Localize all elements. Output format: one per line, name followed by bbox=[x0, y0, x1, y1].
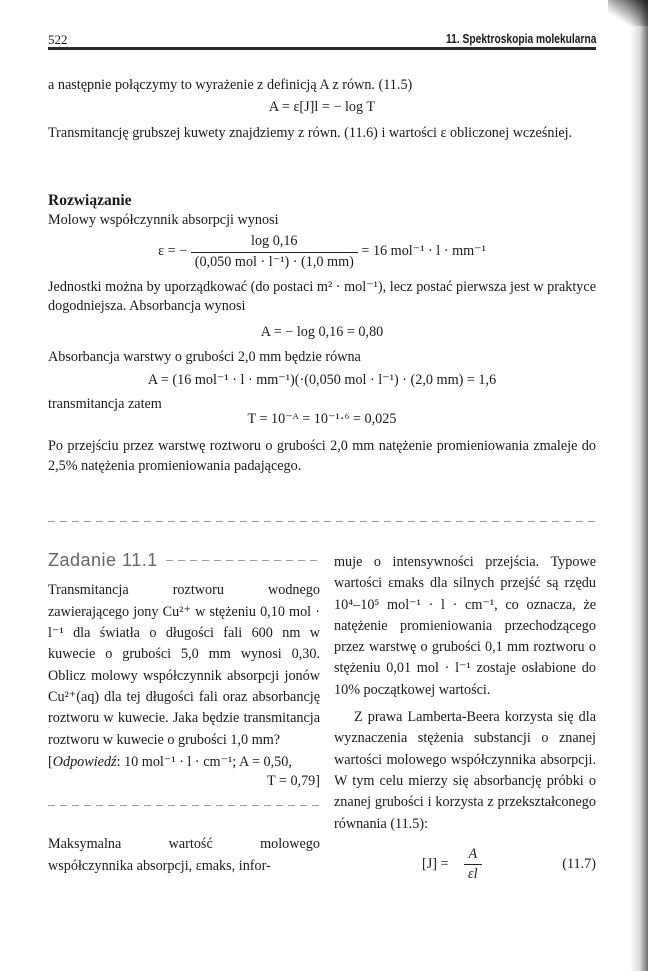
right-paragraph-2: Z prawa Lamberta-Beera korzysta się dla wyznaczenia stężenia substancji o znanej wartości molowego współczynnika absorpcji. W tym celu mierzy się absorbancję próbki o znanej grubości i korzysta z przekształconego równania (11.5): bbox=[334, 709, 596, 832]
answer-line-1: : 10 mol⁻¹ · l · cm⁻¹; A = 0,50, bbox=[116, 753, 292, 770]
eq-11-7-fraction bbox=[464, 845, 482, 885]
epsilon-fraction bbox=[191, 232, 358, 272]
intro-paragraph: Transmitancję grubszej kuwety znajdziemy z równ. (11.6) i wartości ε obliczonej wcześniej. bbox=[48, 124, 573, 141]
task-body: Transmitancja roztworu wodnego zawierającego jony Cu²⁺ w stężeniu 0,10 mol · l⁻¹ dla światła o długości fali 600 nm w kuwecie o grubości 5,0 mm wynosi 0,30. Oblicz molowy współczynnik absorpcji jonów Cu²⁺(aq) dla tej długości fali oraz absorbancję roztworu w kuwecie. Jaka będzie transmitancja roztworu w kuwecie o grubości 1,0 mm? bbox=[48, 582, 320, 748]
eq-11-7-number: (11.7) bbox=[562, 855, 596, 872]
page-edge-shadow bbox=[630, 0, 648, 971]
task-title-rule bbox=[166, 560, 320, 561]
solution-text-4: transmitancja zatem bbox=[48, 395, 162, 412]
equation-epsilon: ε = − $\frac{\log 0,16}{\text{(0,050 mol · l⁻¹) · (1,0 mm)}}$ = 16 mol⁻¹ · l · mm⁻¹ bbox=[48, 232, 596, 272]
equation-layer-absorbance: A = (16 mol⁻¹ · l · mm⁻¹)(·(0,050 mol · l⁻¹) · (2,0 mm) = 1,6 bbox=[147, 372, 497, 389]
solution-text-5: Po przejściu przez warstwę roztworu o grubości 2,0 mm natężenie promieniowania zmaleje do 2,5% natężenia promieniowania padającego. bbox=[48, 438, 596, 474]
right-column bbox=[334, 552, 596, 885]
solution-heading: Rozwiązanie bbox=[48, 192, 132, 209]
task-bottom-rule bbox=[48, 805, 320, 806]
eq-11-7-denominator: εl bbox=[464, 864, 482, 884]
running-title: 11. Spektroskopia molekularna bbox=[445, 32, 596, 46]
equation-absorbance-value: A = − log 0,16 = 0,80 bbox=[260, 323, 384, 340]
header-rule bbox=[48, 47, 596, 50]
page-corner-shadow bbox=[608, 0, 648, 26]
epsilon-result: = 16 mol⁻¹ · l · mm⁻¹ bbox=[361, 243, 486, 260]
solution-text-1: Molowy współczynnik absorpcji wynosi bbox=[48, 212, 279, 229]
solution-text-3: Absorbancja warstwy o grubości 2,0 mm będzie równa bbox=[48, 348, 361, 365]
eq-11-7-lhs: [J] = bbox=[422, 855, 449, 872]
section-divider bbox=[48, 521, 596, 522]
intro-line: a następnie połączymy to wyrażenie z definicją A z równ. (11.5) bbox=[48, 77, 413, 93]
equation-absorbance-definition: A = ε[J]l = − log T bbox=[268, 99, 376, 116]
right-paragraph-1: muje o intensywności przejścia. Typowe wartości εmaks dla silnych przejść są rzędu 10⁴–10⁵ mol⁻¹ · l · cm⁻¹, co oznacza, że natężenie promieniowania przechodzącego przez warstwę o grubości 0,1 mm roztworu o stężeniu 0,01 mol · l⁻¹ zostaje osłabione do 10% początkowej wartości. bbox=[334, 554, 596, 698]
task-title: Zadanie 11.1 bbox=[48, 550, 158, 570]
equation-transmittance: T = 10⁻ᴬ = 10⁻¹·⁶ = 0,025 bbox=[247, 410, 397, 427]
equation-11-7 bbox=[334, 845, 596, 885]
task-answer: [Odpowiedź: 10 mol⁻¹ · l · cm⁻¹; A = 0,50, bbox=[48, 753, 292, 770]
solution-block bbox=[48, 190, 596, 476]
page-number: 522 bbox=[48, 32, 68, 47]
answer-line-2: T = 0,79] bbox=[266, 773, 320, 790]
epsilon-denominator: (0,050 mol · l⁻¹) · (1,0 mm) bbox=[191, 252, 358, 272]
task-block bbox=[48, 548, 320, 877]
epsilon-numerator: log 0,16 bbox=[251, 233, 298, 250]
intro-block bbox=[48, 76, 596, 143]
left-bottom-text: Maksymalna wartość molowego współczynnika absorpcji, εmaks, infor- bbox=[48, 836, 320, 874]
eq-11-7-numerator: A bbox=[468, 845, 478, 862]
solution-text-2: Jednostki można by uporządkować (do postaci m² · mol⁻¹), lecz postać pierwsza jest w praktyce dogodniejsza. Absorbancja wynosi bbox=[48, 279, 596, 315]
answer-label: Odpowiedź bbox=[52, 753, 117, 770]
